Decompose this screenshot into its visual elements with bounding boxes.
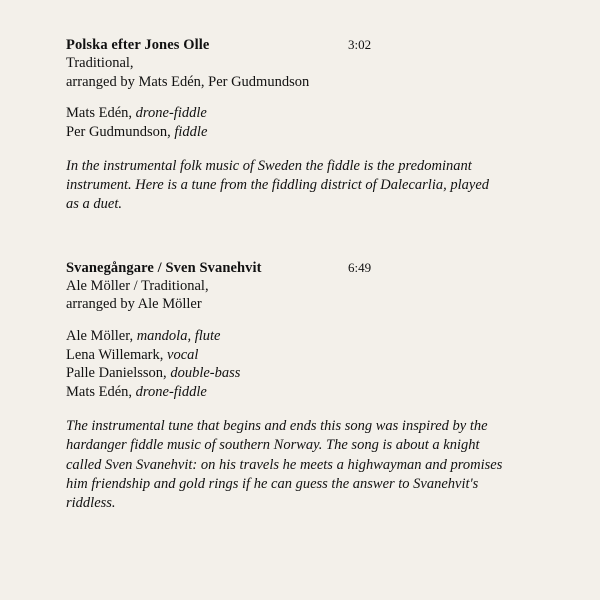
track-note: The instrumental tune that begins and ends this song was inspired by the hardanger fiddle music of southern Norway. The song is about a knight called Sven Svanehvit: on his travels he meets a highwayman and promises him friendship and gold rings if he can guess the answer to Svanehvit's riddless. <box>66 418 503 512</box>
list-item <box>66 123 544 142</box>
performer-role: mandola, flute <box>136 327 221 344</box>
track-header <box>66 259 544 277</box>
track-credit-line: Ale Möller / Traditional, <box>66 277 209 294</box>
list-item <box>66 104 544 123</box>
performer-role: fiddle <box>174 123 208 140</box>
track-title: Polska efter Jones Olle <box>66 37 210 53</box>
list-item <box>66 327 544 346</box>
performer-name: Palle Danielsson, <box>66 365 167 382</box>
track-credit-line: arranged by Ale Möller <box>66 296 202 313</box>
track-title: Svanegångare / Sven Svanehvit <box>66 259 262 276</box>
track-entry <box>66 259 544 514</box>
list-item <box>66 346 544 365</box>
performer-name: Mats Edén, <box>66 384 133 401</box>
performer-name: Per Gudmundson, <box>66 123 171 140</box>
performer-name: Ale Möller, <box>66 327 134 344</box>
track-note: In the instrumental folk music of Sweden the fiddle is the predominant instrument. Here is a tune from the fiddling district of Dalecarlia, played as a duet. <box>66 157 490 213</box>
performer-list <box>66 104 544 142</box>
performer-role: drone-fiddle <box>135 384 207 401</box>
track-credit-line: Traditional, <box>66 55 134 71</box>
performer-role: double-bass <box>170 365 241 382</box>
list-item <box>66 383 544 402</box>
performer-list <box>66 327 544 402</box>
track-header <box>66 36 544 54</box>
track-credit-line: arranged by Mats Edén, Per Gudmundson <box>66 73 310 90</box>
performer-role: drone-fiddle <box>135 105 207 122</box>
list-item <box>66 364 544 383</box>
track-duration: 3:02 <box>348 37 372 52</box>
performer-name: Mats Edén, <box>66 105 133 122</box>
track-duration: 6:49 <box>348 259 372 275</box>
track-entry <box>66 36 544 215</box>
performer-role: vocal <box>167 346 199 363</box>
performer-name: Lena Willemark, <box>66 346 164 363</box>
